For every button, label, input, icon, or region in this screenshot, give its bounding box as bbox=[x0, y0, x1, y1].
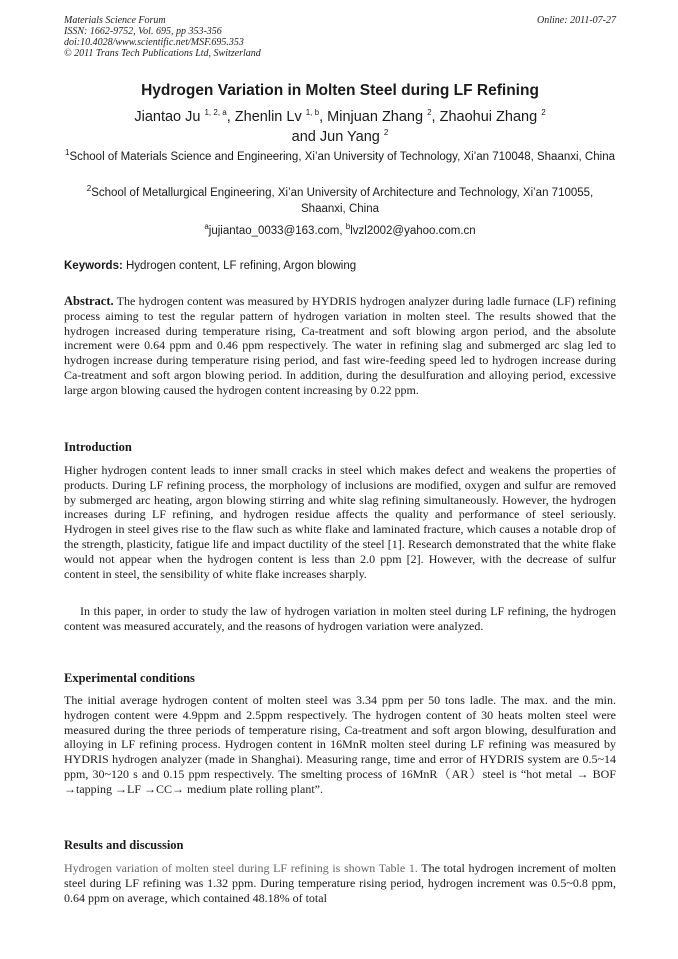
email-mark: a bbox=[204, 222, 209, 232]
author-affiliation-mark: 2 bbox=[541, 108, 546, 118]
author-affiliation-mark: 2 bbox=[383, 128, 389, 138]
author-affiliation-mark: 2 bbox=[427, 108, 432, 118]
results-paragraph-1 bbox=[64, 861, 616, 905]
abstract-text: The hydrogen content was measured by HYDRIS hydrogen analyzer during ladle furnace (LF) refining process aiming to test the regular pattern of hydrogen variation in molten steel. The results showed that the hydrogen increased during temperature rising, Ca-treatment and soft blowing argon period, and the absolute increment were 0.64 ppm and 0.46 ppm respectively. The water in refining slag and submerged arc slag led to hydrogen increase during temperature rising period, and fast wire-feeding speed led to hydrogen increase during Ca-treatment and soft argon blowing period. In addition, during the desulfuration and alloying period, excessive large argon blowing caused the hydrogen content increasing by 0.22 ppm. bbox=[64, 294, 616, 397]
author-separator: , bbox=[226, 109, 235, 125]
abstract-label: Abstract. bbox=[64, 294, 114, 308]
experimental-paragraph-1: The initial average hydrogen content of molten steel was 3.34 ppm per 50 tons ladle. The max. and the min. hydrogen content were 4.9ppm and 2.5ppm respectively. The hydrogen content of 30 heats molten steel were measured during the three periods of temperature rising, Ca-treatment and soft argon blowing, desulfuration and alloying in LF refining process. Hydrogen content in 16MnR molten steel during LF refining was measured by HYDRIS hydrogen analyzer (made in Shanghai). Measuring range, time and error of HYDRIS system are 0.5~14 ppm, 30~120 s and 0.15 ppm respectively. The smelting process of 16MnR（AR）steel is “hot metal → BOF →tapping →LF →CC→ medium plate rolling plant”. bbox=[64, 693, 616, 796]
author-name: Zhenlin Lv bbox=[234, 109, 302, 125]
email-address: jujiantao_0033@163.com bbox=[208, 225, 340, 237]
email-line bbox=[64, 223, 616, 239]
doi-line: doi:10.4028/www.scientific.net/MSF.695.353 bbox=[64, 37, 244, 48]
affiliation-mark: 2 bbox=[86, 184, 92, 194]
email-mark: b bbox=[345, 222, 351, 232]
copyright-line: © 2011 Trans Tech Publications Ltd, Switzerland bbox=[64, 48, 261, 59]
author-affiliation-mark: 1, b bbox=[305, 108, 320, 118]
email-address: lvzl2002@yahoo.com.cn bbox=[350, 225, 476, 237]
section-heading-experimental: Experimental conditions bbox=[64, 671, 195, 685]
abstract bbox=[64, 294, 616, 398]
keywords bbox=[64, 258, 616, 274]
results-text-muted: Hydrogen variation of molten steel during LF refining is shown Table 1. bbox=[64, 861, 418, 875]
section-heading-introduction: Introduction bbox=[64, 440, 132, 454]
affiliation-1 bbox=[64, 149, 616, 165]
online-date: Online: 2011-07-27 bbox=[537, 15, 616, 26]
results-text: The total hydrogen increment of molten steel during LF refining was 1.32 ppm. During temperature rising period, hydrogen increment was 0.5~0.8 ppm, 0.64 ppm on average, which contained 48.18% of total bbox=[64, 861, 617, 905]
introduction-paragraph-1: Higher hydrogen content leads to inner small cracks in steel which makes defect and weakens the properties of products. During LF refining process, the morphology of inclusions are modified, oxygen and sulfur are removed by submerged arc heating, argon blowing stirring and white slag refining simultaneously. However, the hydrogen increases during LF refining, and hydrogen residue affects the quality and performance of steel seriously. Hydrogen in steel gives rise to the flaw such as white flake and laminated fracture, which causes a notable drop of the strength, plasticity, fatigue life and impact ductility of the steel [1]. Research demonstrated that the white flake would not appear when the hydrogen content is less than 2.0 ppm [2]. However, with the decrease of sulfur content in steel, the sensibility of white flake increases sharply. bbox=[64, 463, 616, 581]
introduction-paragraph-2: In this paper, in order to study the law of hydrogen variation in molten steel during LF refining, the hydrogen content was measured accurately, and the reasons of hydrogen variation were analyzed. bbox=[64, 604, 616, 633]
author-name: Minjuan Zhang bbox=[327, 109, 424, 125]
affiliation-mark: 1 bbox=[65, 148, 70, 158]
author-affiliation-mark: 1, 2, a bbox=[204, 108, 227, 118]
author-separator: , bbox=[431, 109, 440, 125]
author-name: Zhaohui Zhang bbox=[439, 109, 538, 125]
issn-line: ISSN: 1662-9752, Vol. 695, pp 353-356 bbox=[64, 26, 222, 37]
keywords-text: Hydrogen content, LF refining, Argon blowing bbox=[122, 260, 357, 272]
email-separator: , bbox=[339, 225, 346, 237]
journal-name: Materials Science Forum bbox=[64, 15, 166, 26]
author-conjunction: and bbox=[291, 129, 320, 145]
keywords-label: Keywords: bbox=[64, 260, 123, 272]
affiliation-text: School of Materials Science and Engineering, Xi’an University of Technology, Xi’an 710048, Shaanxi, China bbox=[69, 151, 615, 163]
affiliation-text: School of Metallurgical Engineering, Xi’an University of Architecture and Technology, Xi’an 710055, Shaanxi, China bbox=[91, 187, 594, 215]
paper-title: Hydrogen Variation in Molten Steel during LF Refining bbox=[141, 82, 539, 99]
author-name: Jiantao Ju bbox=[134, 109, 201, 125]
section-heading-results: Results and discussion bbox=[64, 838, 184, 852]
journal-header bbox=[64, 15, 261, 59]
author-separator: , bbox=[319, 109, 328, 125]
author-list bbox=[64, 107, 616, 147]
affiliation-2 bbox=[64, 185, 616, 217]
author-name: Jun Yang bbox=[319, 129, 380, 145]
